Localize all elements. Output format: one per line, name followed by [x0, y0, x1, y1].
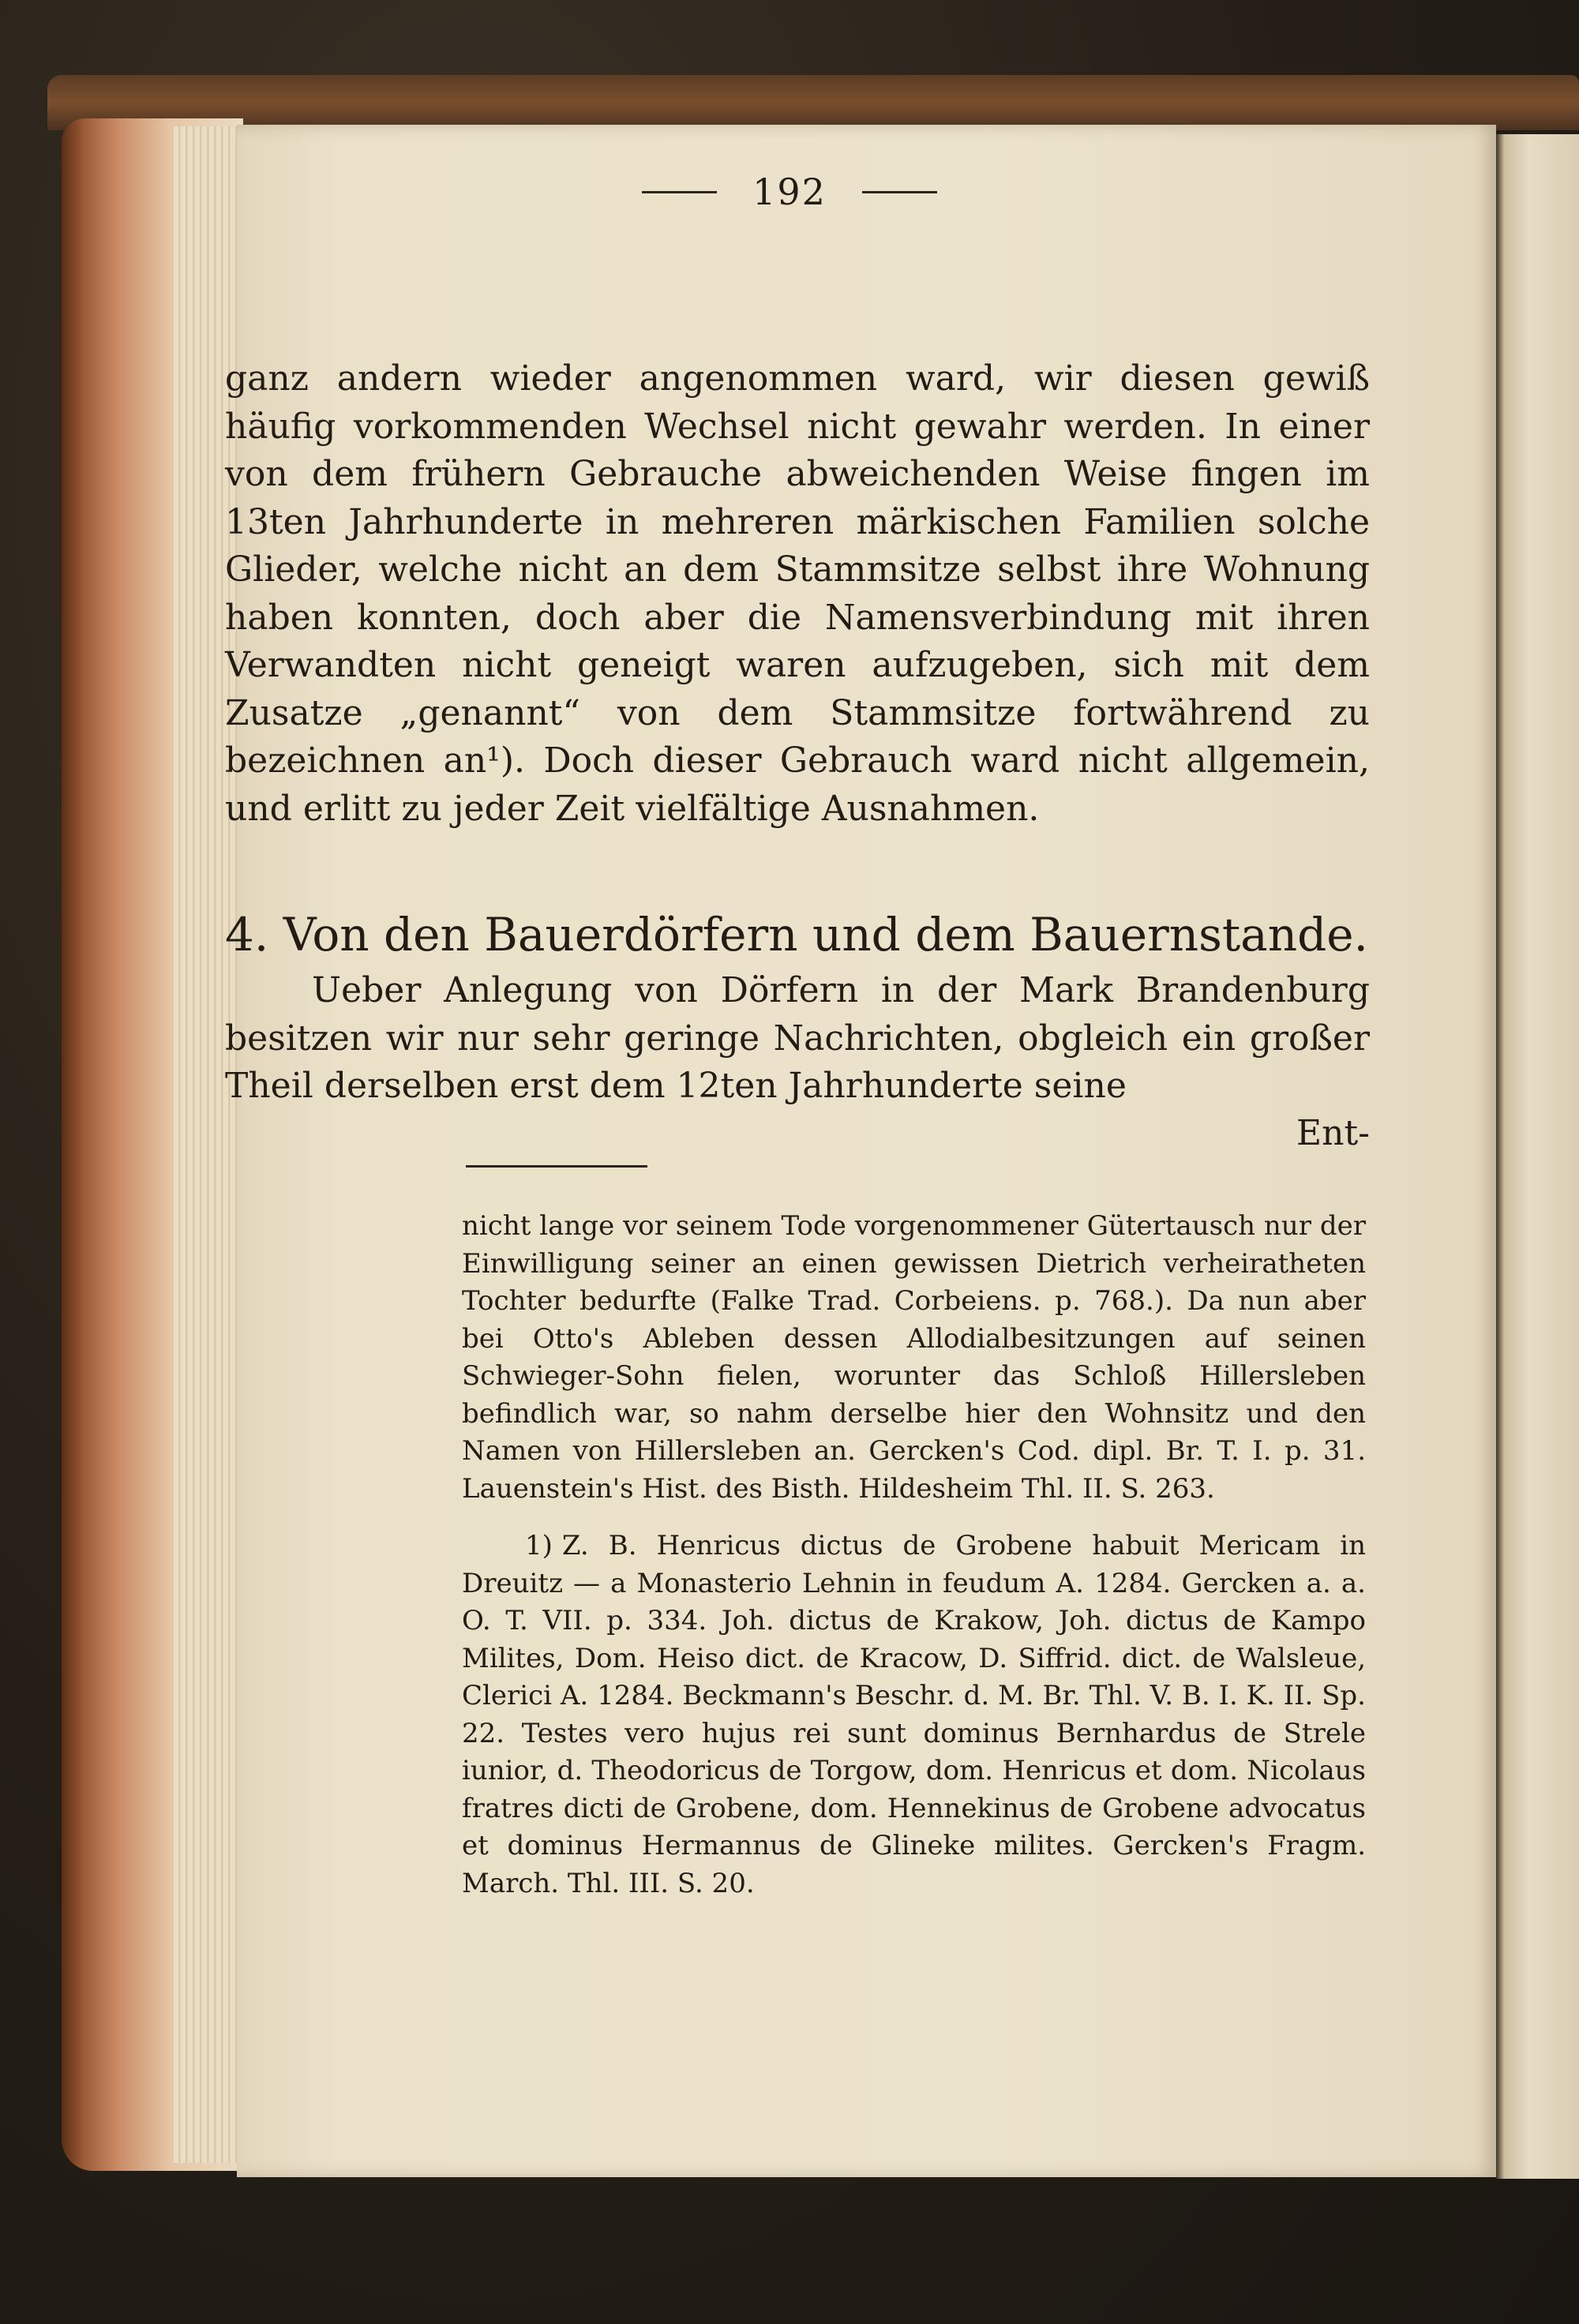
- paragraph-2: Ueber Anlegung von Dörfern in der Mark Brandenburg besitzen wir nur sehr geringe Nachrichten, obgleich ein großer Theil derselben erst dem 12ten Jahrhunderte seine: [225, 970, 1370, 1106]
- footnote-1: [462, 1527, 1366, 1902]
- section-heading: 4. Von den Bauerdörfern und dem Bauernstande.: [225, 908, 1368, 961]
- footnote-rule: [466, 1165, 647, 1168]
- footnote-continued: nicht lange vor seinem Tode vorgenommener Gütertausch nur der Einwilligung seiner an einen gewissen Dietrich verheiratheten Tochter bedurfte (Falke Trad. Corbeiens. p. 768.). Da nun aber bei Otto's Ableben dessen Allodialbesitzungen auf seinen Schwieger-Sohn fielen, worunter das Schloß Hillersleben befindlich war, so nahm derselbe hier den Wohnsitz und den Namen von Hillersleben an. Gercken's Cod. dipl. Br. T. I. p. 31. Lauenstein's Hist. des Bisth. Hildesheim Thl. II. S. 263.: [462, 1210, 1366, 1505]
- catchword: Ent-: [1296, 1113, 1370, 1153]
- footnote-1-text: Z. B. Henricus dictus de Grobene habuit Mericam in Dreuitz — a Monasterio Lehnin in feudum A. 1284. Gercken a. a. O. T. VII. p. 334. Joh. dictus de Krakow, Joh. dictus de Kampo Milites, Dom. Heiso dict. de Kracow, D. Siffrid. dict. de Walsleue, Clerici A. 1284. Beckmann's Beschr. d. M. Br. Thl. V. B. I. K. II. Sp. 22. Testes vero hujus rei sunt dominus Bernhardus de Strele iunior, d. Theodoricus de Torgow, dom. Henricus et dom. Nicolaus fratres dicti de Grobene, dom. Hennekinus de Grobene advocatus et dominus Hermannus de Glineke milites. Gercken's Fragm. March. Thl. III. S. 20.: [462, 1530, 1366, 1899]
- header-rule-left: [642, 191, 717, 193]
- paragraph-1: ganz andern wieder angenommen ward, wir diesen gewiß häufig vorkommenden Wechsel nicht gewahr werden. In einer von dem frühern Gebrauche abweichenden Weise fingen im 13ten Jahrhunderte in mehreren märkischen Familien solche Glieder, welche nicht an dem Stammsitze selbst ihre Wohnung haben konnten, doch aber die Namensverbindung mit ihren Verwandten nicht geneigt waren aufzugeben, sich mit dem Zusatze „genannt“ von dem Stammsitze fortwährend zu bezeichnen an¹). Doch dieser Gebrauch ward nicht allgemein, und erlitt zu jeder Zeit vielfältige Ausnahmen.: [225, 358, 1370, 829]
- header-rule-right: [862, 191, 937, 193]
- page-number: 192: [752, 171, 827, 213]
- footnote-1-marker: 1): [525, 1530, 553, 1561]
- page-header: [0, 171, 1579, 213]
